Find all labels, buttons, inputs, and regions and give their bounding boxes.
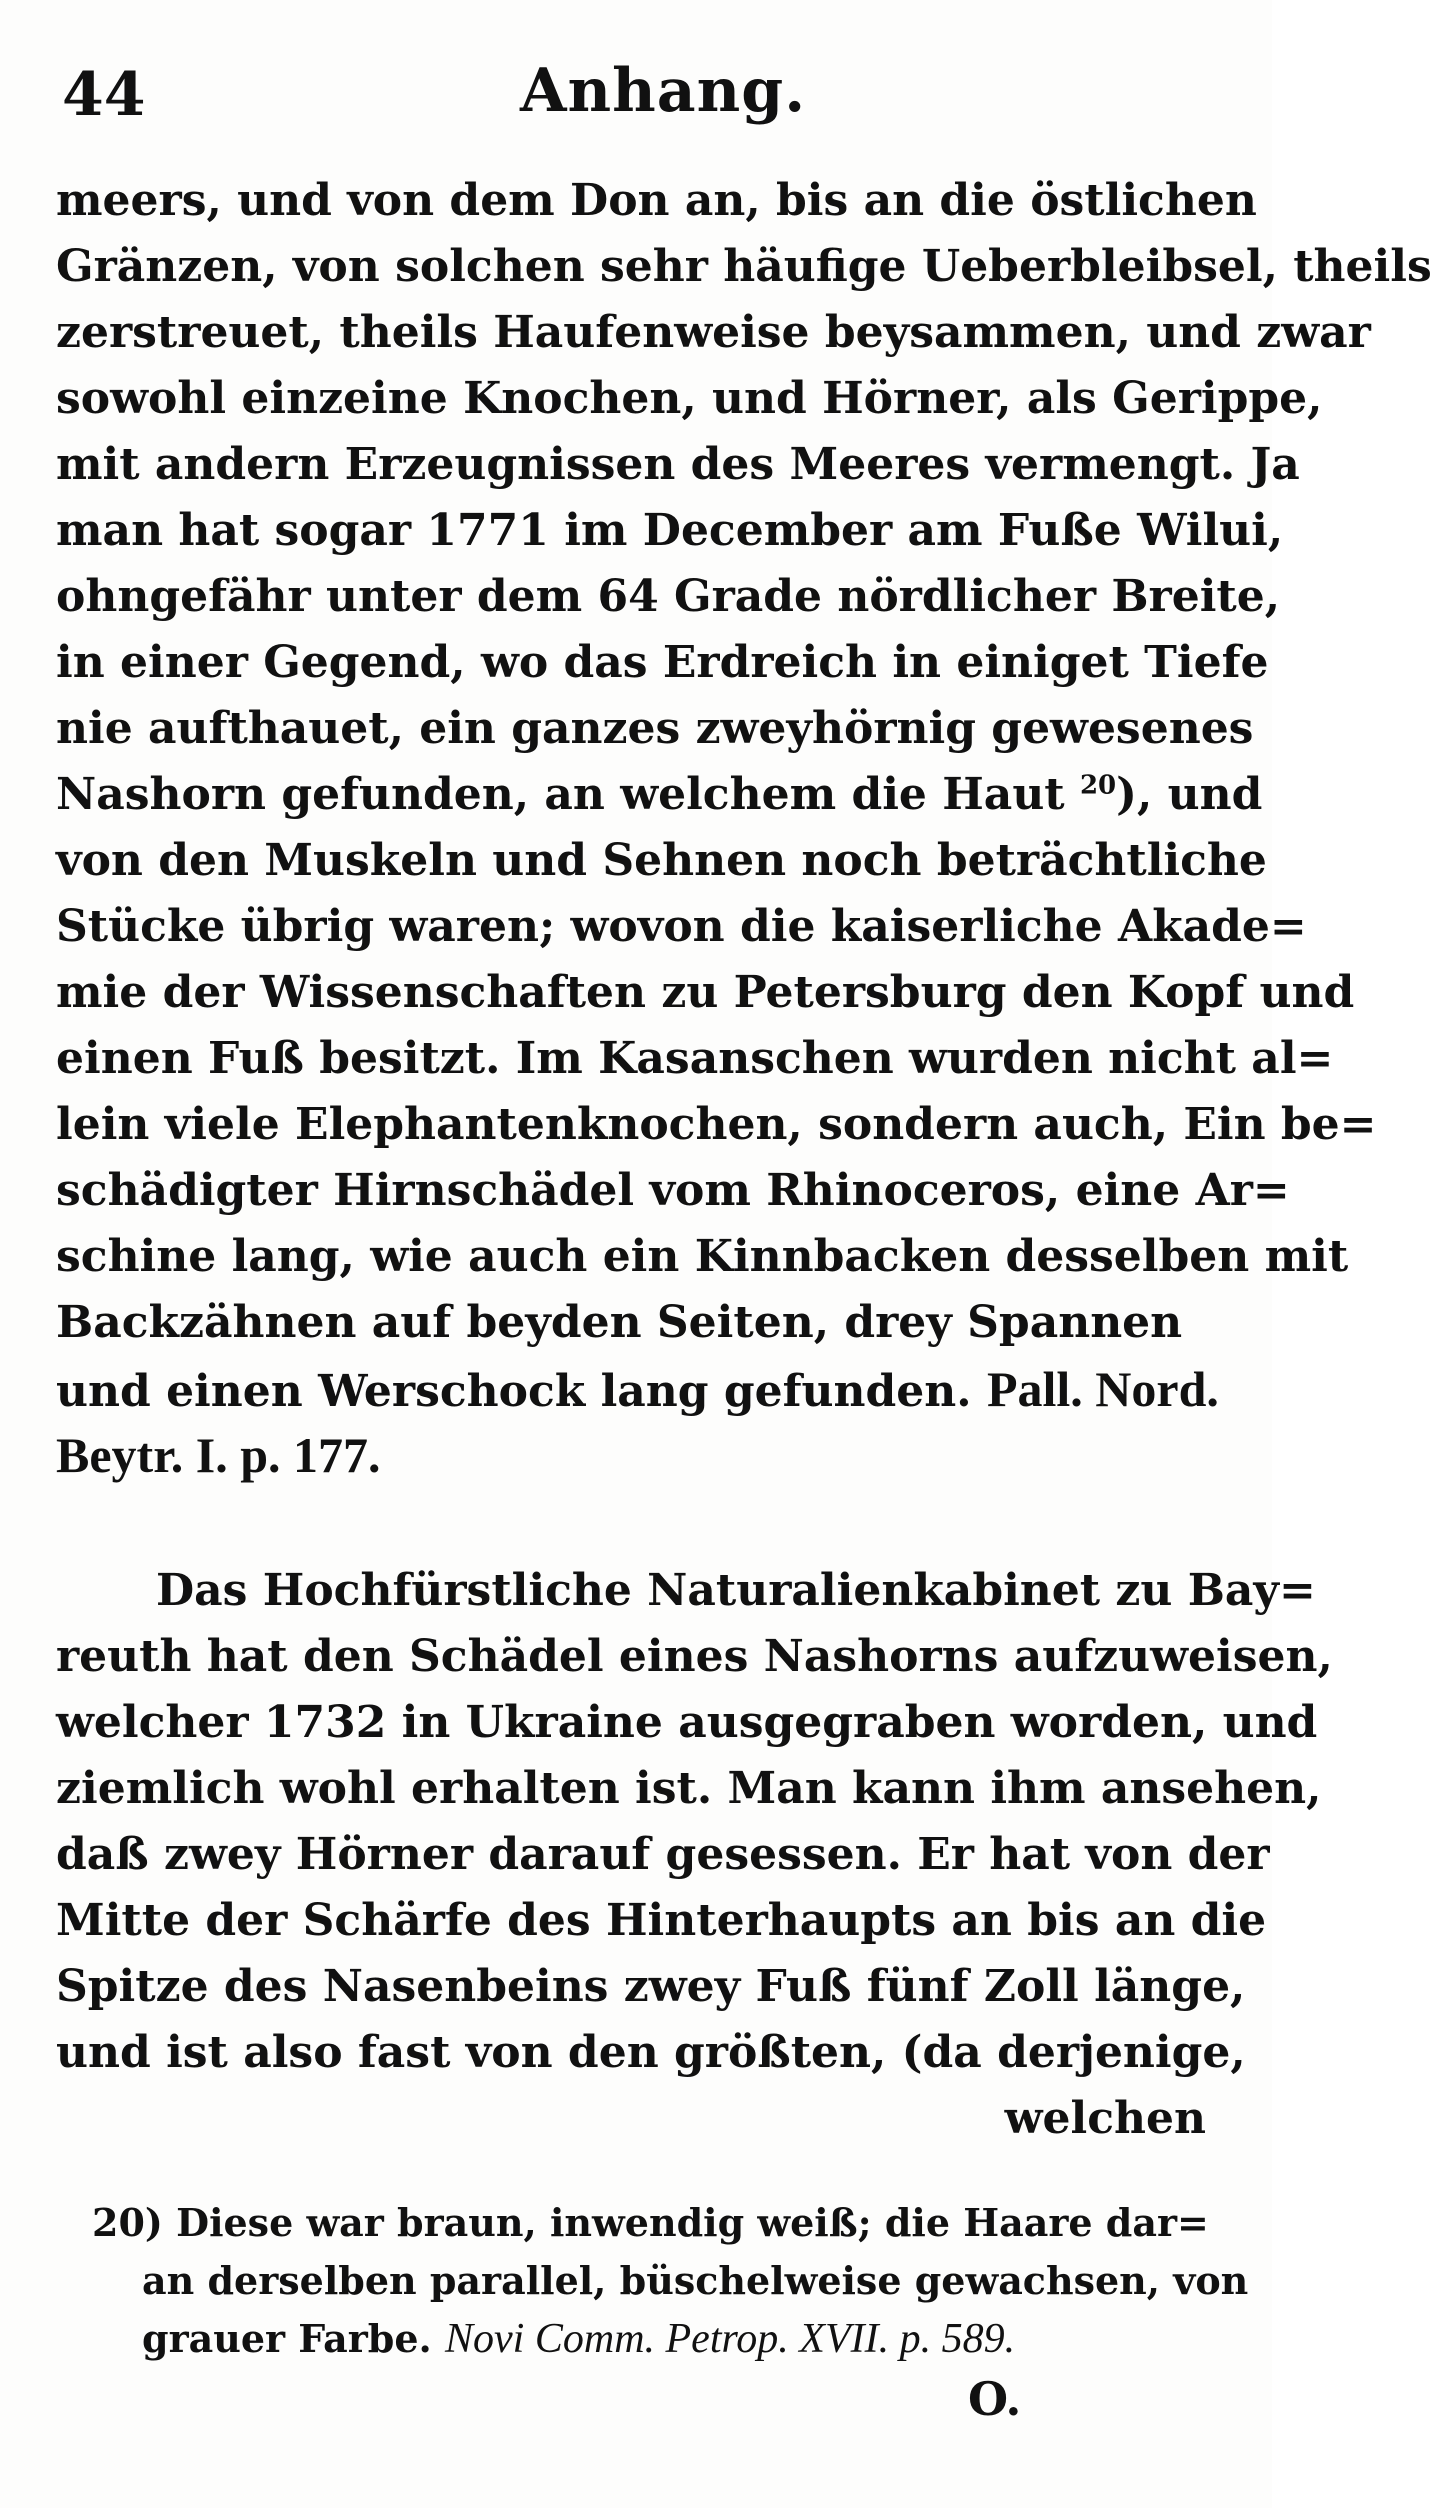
text-line: ziemlich wohl erhalten ist. Man kann ihm ansehen, (56, 1763, 1322, 1814)
text-line: Mitte der Schärfe des Hinterhaupts an bis an die (56, 1895, 1267, 1946)
text-line (56, 1356, 1219, 1422)
text-line: daß zwey Hörner darauf gesessen. Er hat von der (56, 1829, 1270, 1880)
text-line: Gränzen, von solchen sehr häufige Ueberbleibsel, theils (56, 241, 1432, 292)
footnote-text: grauer Farbe. (142, 2316, 432, 2361)
text-line: von den Muskeln und Sehnen noch beträchtliche (56, 835, 1267, 886)
text-line: mit andern Erzeugnissen des Meeres vermengt. Ja (56, 439, 1300, 490)
text-line (56, 1422, 1216, 1488)
footnote-line (92, 2194, 1222, 2252)
footnote-reference[interactable]: 20 (1079, 770, 1117, 801)
text-line: man hat sogar 1771 im December am Fuße Wilui, (56, 505, 1284, 556)
text-fragment: und einen Werschock lang gefunden. (56, 1366, 972, 1417)
text-line: und ist also fast von den größten, (da derjenige, (56, 2027, 1246, 2078)
catchword: welchen (1004, 2093, 1206, 2144)
paragraph-gap (56, 1488, 1216, 1558)
page-number: 44 (62, 60, 146, 130)
footnote-citation: Novi Comm. Petrop. XVII. p. 589. (445, 2316, 1016, 2362)
footnote-line: an derselben parallel, büschelweise gewachsen, von (142, 2258, 1249, 2303)
footnote-line (92, 2310, 1222, 2368)
footnote-marker: 20) (92, 2200, 163, 2245)
footnote-text: Diese war braun, inwendig weiß; die Haare dar= (176, 2200, 1209, 2245)
text-line: sowohl einzeine Knochen, und Hörner, als Gerippe, (56, 373, 1323, 424)
text-fragment: Nashorn gefunden, an welchem die Haut (56, 769, 1065, 820)
running-head (0, 40, 1272, 130)
text-line: Backzähnen auf beyden Seiten, drey Spannen (56, 1297, 1183, 1348)
citation: Pall. Nord. (986, 1361, 1219, 1417)
text-line: schädigter Hirnschädel vom Rhinoceros, eine Ar= (56, 1165, 1290, 1216)
header-title: Anhang. (520, 56, 807, 126)
body-text (56, 168, 1432, 2152)
text-fragment: ), und (1116, 769, 1263, 820)
text-line: einen Fuß besitzt. Im Kasanschen wurden nicht al= (56, 1033, 1334, 1084)
text-line: ohngefähr unter dem 64 Grade nördlicher Breite, (56, 571, 1281, 622)
text-line: lein viele Elephantenknochen, sondern auch, Ein be= (56, 1099, 1377, 1150)
text-line: reuth hat den Schädel eines Nashorns aufzuweisen, (56, 1631, 1333, 1682)
text-line: Das Hochfürstliche Naturalienkabinet zu Bay= (156, 1565, 1316, 1616)
text-line: schine lang, wie auch ein Kinnbacken desselben mit (56, 1231, 1349, 1282)
text-line: welcher 1732 in Ukraine ausgegraben worden, und (56, 1697, 1318, 1748)
text-line: Spitze des Nasenbeins zwey Fuß fünf Zoll länge, (56, 1961, 1246, 2012)
citation: Beytr. I. p. 177. (56, 1427, 381, 1483)
signature-mark: O. (968, 2372, 1022, 2426)
text-line (56, 762, 1263, 828)
text-line: nie aufthauet, ein ganzes zweyhörnig gewesenes (56, 703, 1254, 754)
text-line: mie der Wissenschaften zu Petersburg den Kopf und (56, 967, 1355, 1018)
text-line: zerstreuet, theils Haufenweise beysammen, und zwar (56, 307, 1371, 358)
text-line: meers, und von dem Don an, bis an die östlichen (56, 175, 1257, 226)
text-line: Stücke übrig waren; wovon die kaiserliche Akade= (56, 901, 1307, 952)
footnote (92, 2194, 1249, 2368)
text-line: in einer Gegend, wo das Erdreich in einiget Tiefe (56, 637, 1269, 688)
